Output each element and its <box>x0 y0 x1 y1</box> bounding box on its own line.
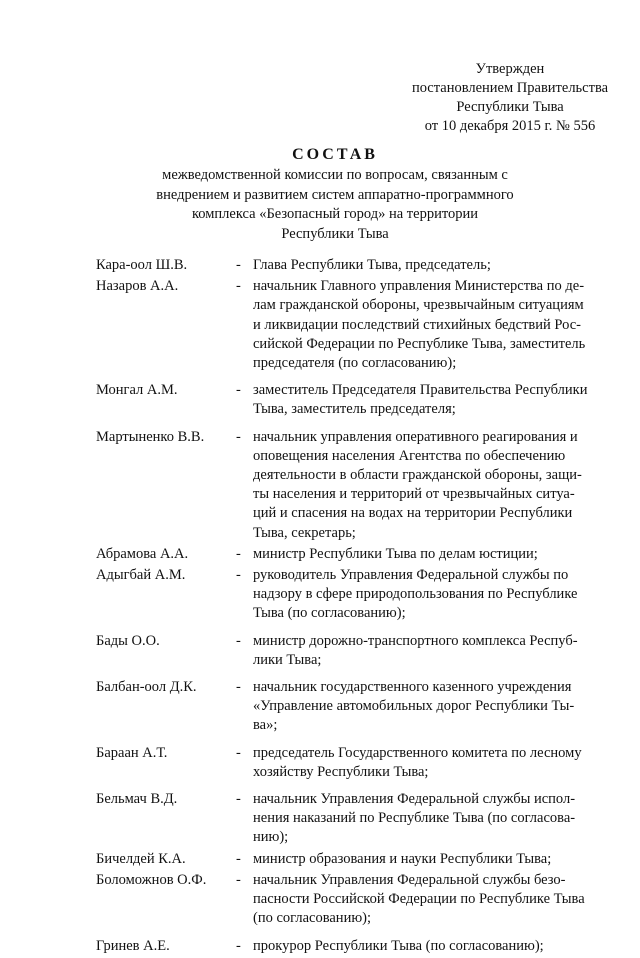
member-dash: - <box>236 937 241 954</box>
approval-line: постановлением Правительства <box>411 80 609 96</box>
approval-line: от 10 декабря 2015 г. № 556 <box>424 118 596 134</box>
member-dash: - <box>236 791 241 808</box>
member-role-line: деятельности в области гражданской обороны, защи- <box>253 467 582 484</box>
member-name: Абрамова А.А. <box>96 545 189 562</box>
member-role-line: «Управление автомобильных дорог Республики Ты- <box>253 698 575 715</box>
member-dash: - <box>236 850 241 867</box>
member-role <box>253 678 616 736</box>
document-title: СОСТАВ <box>292 146 378 163</box>
member-role-line: министр Республики Тыва по делам юстиции; <box>253 545 538 562</box>
subtitle-line: Республики Тыва <box>281 225 389 242</box>
member-role-line: и ликвидации последствий стихийных бедствий Рос- <box>253 316 582 333</box>
member-row <box>96 277 616 373</box>
member-role-line: начальник государственного казенного учреждения <box>253 679 572 696</box>
member-dash: - <box>236 545 241 562</box>
member-name: Балбан-оол Д.К. <box>96 679 197 696</box>
member-name: Бичелдей К.А. <box>96 850 186 867</box>
approval-line: Республики Тыва <box>456 99 564 115</box>
member-role <box>253 428 616 543</box>
member-role <box>253 850 616 869</box>
member-row <box>96 256 616 275</box>
member-role <box>253 744 616 782</box>
member-row <box>96 850 616 869</box>
member-row <box>96 937 616 956</box>
member-name: Мартыненко В.В. <box>96 428 205 445</box>
member-role-line: Тыва (по согласованию); <box>253 605 406 622</box>
member-role-line: сийской Федерации по Республике Тыва, заместитель <box>253 335 586 352</box>
member-role <box>253 277 616 373</box>
member-dash: - <box>236 871 241 888</box>
member-role-line: оповещения населения Агентства по обеспечению <box>253 447 566 464</box>
member-name: Гринев А.Е. <box>96 937 170 954</box>
member-role-line: лики Тыва; <box>253 651 322 668</box>
member-name: Бельмач В.Д. <box>96 791 178 808</box>
member-role-line: начальник Управления Федеральной службы испол- <box>253 791 576 808</box>
member-role-line: надзору в сфере природопользования по Республике <box>253 586 578 603</box>
member-role-line: пасности Российской Федерации по Республике Тыва <box>253 891 585 908</box>
member-dash: - <box>236 382 241 399</box>
approval-stamp <box>390 60 630 136</box>
member-dash: - <box>236 679 241 696</box>
member-role-line: Тыва, секретарь; <box>253 524 356 541</box>
subtitle-line: внедрением и развитием систем аппаратно-программного <box>156 186 514 203</box>
member-row <box>96 566 616 624</box>
member-name: Боломожнов О.Ф. <box>96 871 207 888</box>
members-list <box>96 256 616 958</box>
member-name: Адыгбай А.М. <box>96 567 186 584</box>
document-subtitle <box>0 166 640 244</box>
member-role-line: ций и спасения на водах на территории Республики <box>253 505 573 522</box>
member-role-line: прокурор Республики Тыва (по согласованию); <box>253 937 544 954</box>
member-row <box>96 428 616 543</box>
member-role-line: хозяйству Республики Тыва; <box>253 763 429 780</box>
subtitle-line: межведомственной комиссии по вопросам, связанным с <box>162 167 508 183</box>
member-dash: - <box>236 632 241 649</box>
member-role-line: нения наказаний по Республике Тыва (по согласова- <box>253 810 576 827</box>
member-role <box>253 937 616 956</box>
member-row <box>96 790 616 848</box>
subtitle-line: комплекса «Безопасный город» на территории <box>191 206 479 222</box>
member-role-line: заместитель Председателя Правительства Республики <box>253 382 588 399</box>
member-name: Монгал А.М. <box>96 382 178 399</box>
approval-line: Утвержден <box>475 61 545 77</box>
member-role-line: руководитель Управления Федеральной службы по <box>253 567 569 584</box>
member-role <box>253 256 616 275</box>
member-dash: - <box>236 744 241 761</box>
member-role-line: (по согласованию); <box>253 910 372 927</box>
member-role <box>253 871 616 929</box>
member-role-line: начальник Управления Федеральной службы безо- <box>253 871 566 888</box>
member-name: Бараан А.Т. <box>96 744 168 761</box>
member-dash: - <box>236 278 241 295</box>
member-role <box>253 381 616 419</box>
member-row <box>96 744 616 782</box>
member-role-line: председателя (по согласованию); <box>253 355 457 372</box>
member-name: Кара-оол Ш.В. <box>96 257 188 273</box>
member-row <box>96 871 616 929</box>
member-row <box>96 678 616 736</box>
member-role-line: начальник управления оперативного реагирования и <box>253 428 578 445</box>
member-role-line: Глава Республики Тыва, председатель; <box>253 257 491 273</box>
member-role-line: министр дорожно-транспортного комплекса Респуб- <box>253 632 578 649</box>
member-row <box>96 632 616 670</box>
member-role-line: Тыва, заместитель председателя; <box>253 401 456 418</box>
member-role <box>253 790 616 848</box>
member-role-line: ты населения и территорий от чрезвычайных ситуа- <box>253 486 575 503</box>
member-role <box>253 566 616 624</box>
member-dash: - <box>236 257 241 273</box>
member-name: Бады О.О. <box>96 632 160 649</box>
member-row <box>96 381 616 419</box>
member-role-line: нию); <box>253 829 289 846</box>
member-name: Назаров А.А. <box>96 278 179 295</box>
member-role-line: министр образования и науки Республики Тыва; <box>253 850 552 867</box>
member-dash: - <box>236 567 241 584</box>
member-dash: - <box>236 428 241 445</box>
member-role-line: лам гражданской обороны, чрезвычайным ситуациям <box>253 297 584 314</box>
member-row <box>96 545 616 564</box>
member-role-line: председатель Государственного комитета по лесному <box>253 744 582 761</box>
member-role <box>253 545 616 564</box>
member-role-line: ва»; <box>253 717 278 734</box>
member-role-line: начальник Главного управления Министерства по де- <box>253 278 585 295</box>
member-role <box>253 632 616 670</box>
